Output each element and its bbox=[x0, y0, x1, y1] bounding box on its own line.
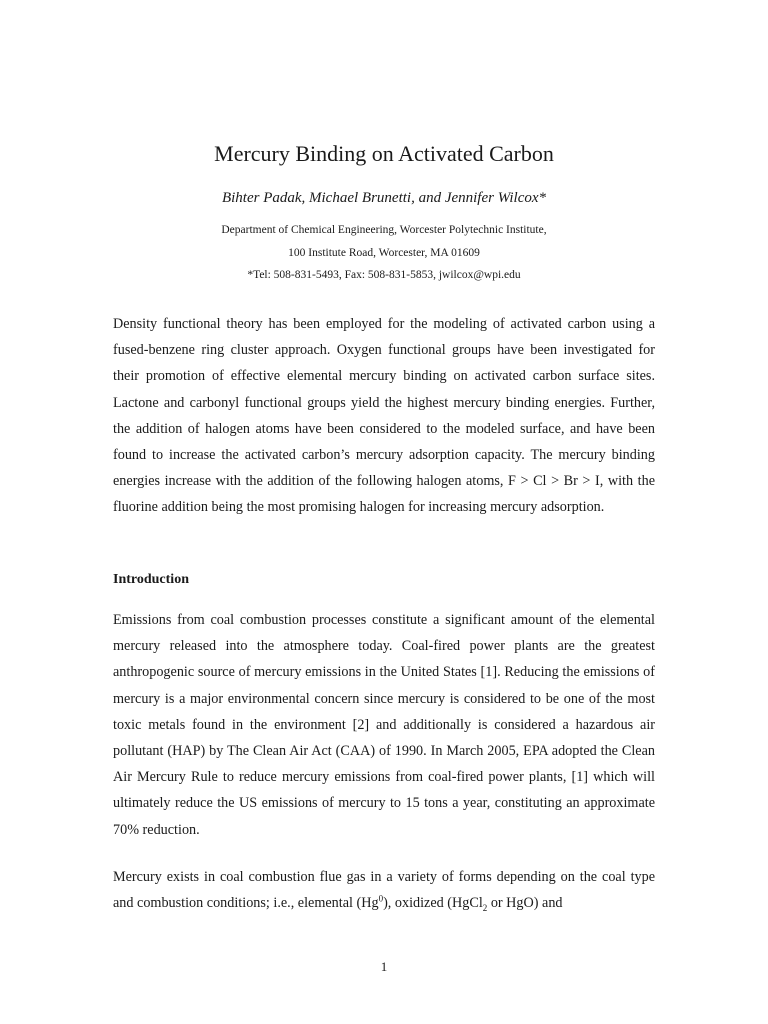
subscript-two: 2 bbox=[482, 903, 488, 914]
introduction-paragraph-2 bbox=[113, 864, 655, 916]
affiliation-department: Department of Chemical Engineering, Worcester Polytechnic Institute, bbox=[221, 224, 547, 236]
abstract-paragraph: Density functional theory has been employed for the modeling of activated carbon using a fused-benzene ring cluster approach. Oxygen functional groups have been investigated for their promotion of effective elemental mercury binding on activated carbon surface sites. Lactone and carbonyl functional groups yield the highest mercury binding energies. Further, the addition of halogen atoms have been considered to the modeled surface, and have been found to increase the activated carbon’s mercury adsorption capacity. The mercury binding energies increase with the addition of the following halogen atoms, F > Cl > Br > I, with the fluorine addition being the most promising halogen for increasing mercury adsorption. bbox=[113, 316, 655, 516]
paper-title: Mercury Binding on Activated Carbon bbox=[214, 141, 554, 166]
paragraph-text-segment: or HgO) and bbox=[487, 895, 563, 912]
section-heading-introduction: Introduction bbox=[113, 572, 189, 587]
page-number: 1 bbox=[380, 959, 388, 974]
superscript-zero: 0 bbox=[378, 893, 384, 904]
affiliation-contact: *Tel: 508-831-5493, Fax: 508-831-5853, jwilcox@wpi.edu bbox=[247, 269, 521, 281]
introduction-paragraph-1: Emissions from coal combustion processes constitute a significant amount of the elemental mercury released into the atmosphere today. Coal-fired power plants are the greatest anthropogenic source of mercury emissions in the United States [1]. Reducing the emissions of mercury is a major environmental concern since mercury is considered to be one of the most toxic metals found in the environment [2] and additionally is considered a hazardous air pollutant (HAP) by The Clean Air Act (CAA) of 1990. In March 2005, EPA adopted the Clean Air Mercury Rule to reduce mercury emissions from coal-fired power plants, [1] which will ultimately reduce the US emissions of mercury to 15 tons a year, constituting an approximate 70% reduction. bbox=[113, 612, 655, 838]
paragraph-text-segment: Mercury exists in coal combustion flue gas in a variety of forms depending on the coal type and combustion conditions; i.e., elemental (Hg bbox=[113, 869, 655, 912]
author-list: Bihter Padak, Michael Brunetti, and Jennifer Wilcox* bbox=[221, 190, 547, 206]
affiliation-address: 100 Institute Road, Worcester, MA 01609 bbox=[288, 247, 480, 259]
paragraph-text-segment: ), oxidized (HgCl bbox=[383, 895, 483, 912]
